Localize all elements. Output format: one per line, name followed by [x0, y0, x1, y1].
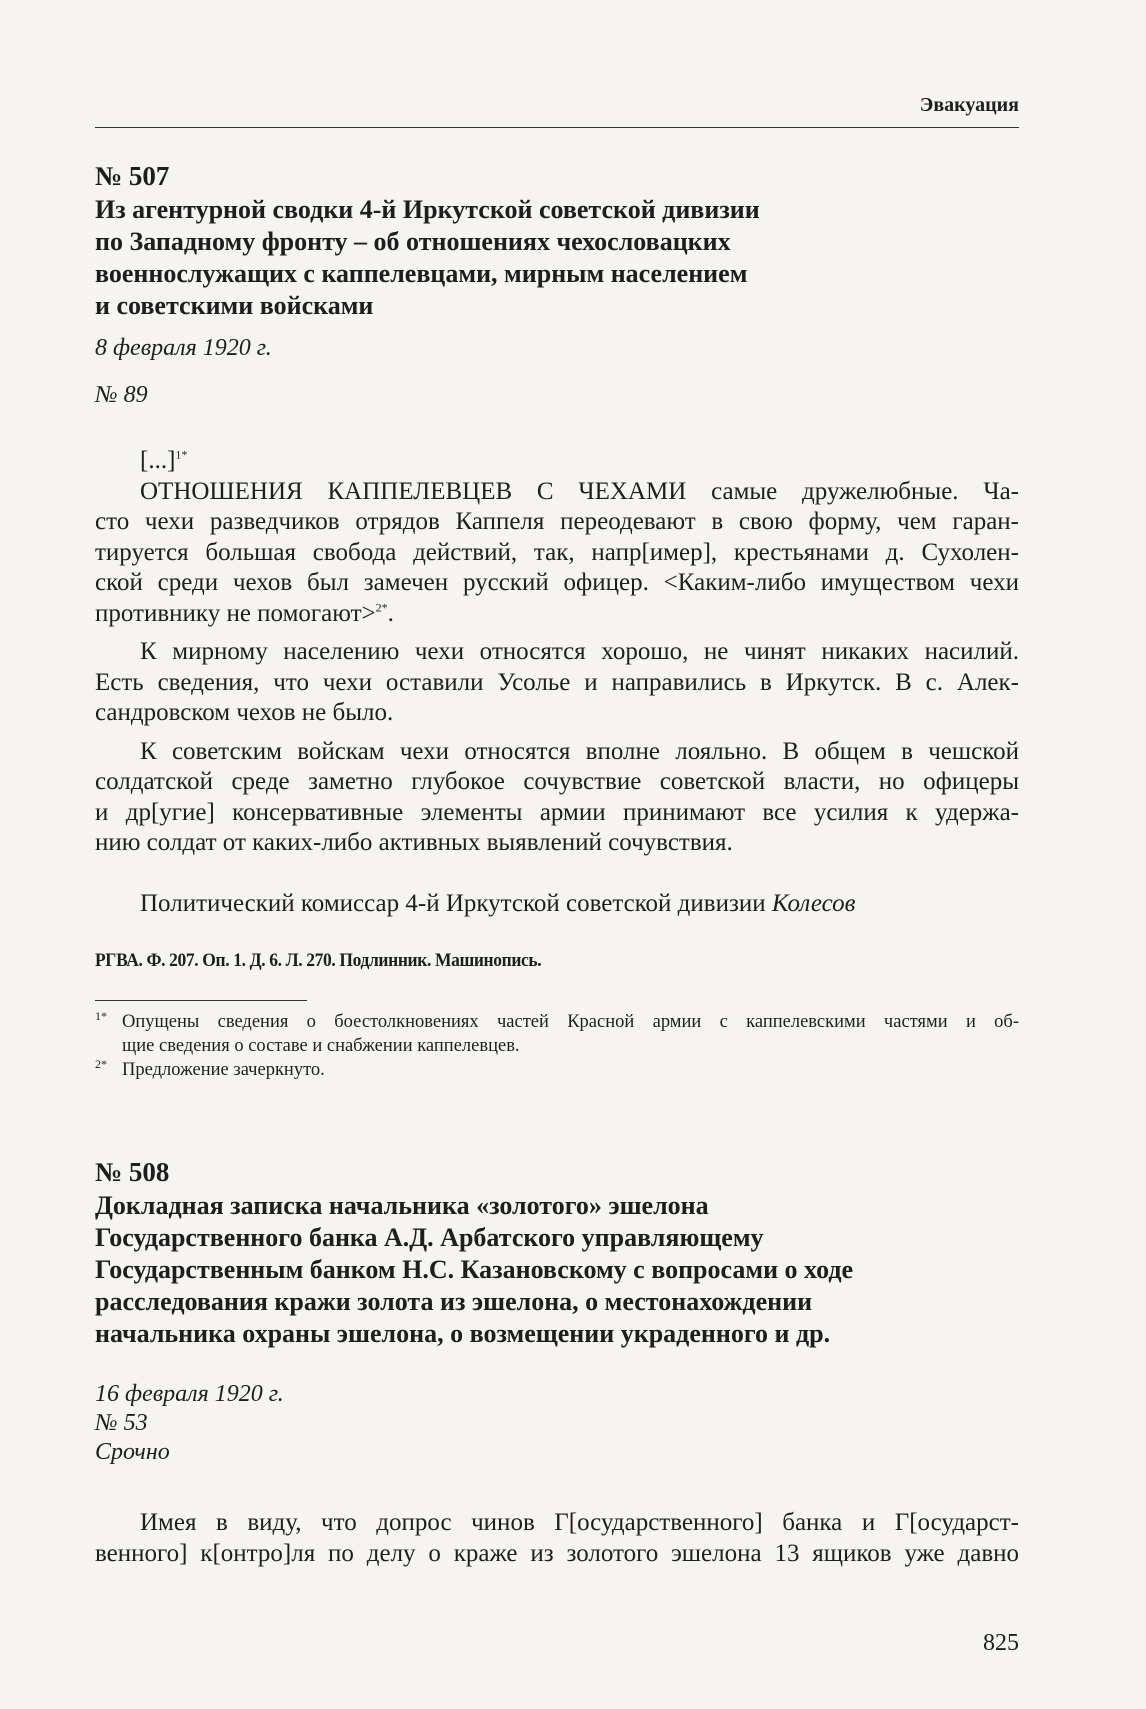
page-number: 825: [983, 1630, 1019, 1656]
doc-508-body: [95, 1508, 1019, 1569]
title-line: Государственным банком Н.С. Казановскому с вопросами о ходе: [95, 1255, 854, 1284]
body-line: сто чехи разведчиков отрядов Каппеля переодевают в свою форму, чем гаран-: [95, 508, 1019, 535]
doc-507-date: 8 февраля 1920 г.: [95, 335, 272, 361]
body-line: К советским войскам чехи относятся вполне лояльно. В общем в чешской: [140, 737, 1019, 765]
body-line: сандровском чехов не было.: [95, 699, 394, 726]
signature-name: Колесов: [771, 889, 856, 917]
body-line: ОТНОШЕНИЯ КАППЕЛЕВЦЕВ С ЧЕХАМИ самые дружелюбные. Ча-: [140, 477, 1019, 505]
doc-508-meta: [95, 1380, 1019, 1467]
title-line: военнослужащих с каппелевцами, мирным населением: [95, 259, 748, 288]
body-line: венного] к[онтро]ля по делу о краже из золотого эшелона 13 ящиков уже давно: [95, 1539, 1019, 1567]
omission-text: [...]: [140, 447, 176, 474]
footnote-text: Предложение зачеркнуто.: [122, 1060, 325, 1080]
doc-507-title: [95, 194, 1019, 322]
title-line: по Западному фронту – об отношениях чехословацких: [95, 227, 731, 256]
body-line: солдатской среде заметно глубокое сочувствие советской власти, но офицеры: [95, 768, 1019, 795]
punctuation: .: [387, 599, 394, 627]
archive-source: РГВА. Ф. 207. Оп. 1. Д. 6. Л. 270. Подлинник. Машинопись.: [95, 950, 542, 971]
footnote-text: Опущены сведения о боестолкновениях частей Красной армии с каппелевскими частями и об-: [122, 1012, 1019, 1032]
footnote-ref: 1*: [175, 447, 188, 462]
title-line: Докладная записка начальника «золотого» эшелона: [95, 1191, 709, 1220]
paragraph-2: [95, 637, 1019, 729]
body-line: К мирному населению чехи относятся хорошо, не чинят никаких насилий.: [140, 638, 1019, 665]
footnote-line: $^{1*}$ Опущены сведения о боестолкновениях частей Красной армии с каппелевскими частями и об-: [95, 1008, 1019, 1032]
signature-role: Политический комиссар 4-й Иркутской советской дивизии: [140, 889, 766, 917]
header-rule: [95, 127, 1019, 128]
signature: [95, 889, 1019, 920]
body-line: и др[угие] консервативные элементы армии принимают все усилия к удержа-: [95, 798, 1019, 826]
title-line: Из агентурной сводки 4-й Иркутской советской дивизии: [95, 195, 760, 224]
body-line: [95, 599, 1019, 630]
paragraph-3: [95, 737, 1019, 859]
running-head: Эвакуация: [919, 94, 1019, 116]
doc-507-number: № 507: [95, 161, 170, 191]
body-line: ской среди чехов был замечен русский офицер. <Каким-либо имуществом чехи: [95, 569, 1019, 596]
footnote-rule: [95, 1000, 307, 1001]
title-line: начальника охраны эшелона, о возмещении украденного и др.: [95, 1319, 831, 1348]
body-line: Имея в виду, что допрос чинов Г[осударственного] банка и Г[осударст-: [140, 1509, 1019, 1536]
body-line-text: противнику не помогают>: [95, 599, 376, 627]
footnote-line: $^{2*}$ Предложение зачеркнуто.: [95, 1056, 325, 1080]
doc-508-date: 16 февраля 1920 г.: [95, 1381, 284, 1407]
doc-508-title: [95, 1190, 1019, 1350]
body-line: нию солдат от каких-либо активных выявлений сочувствия.: [95, 829, 733, 856]
title-line: и советскими войсками: [95, 291, 374, 320]
doc-507-docno: № 89: [95, 382, 148, 408]
doc-508-number: № 508: [95, 1157, 170, 1187]
footnote-line: щие сведения о составе и снабжении каппелевцев.: [122, 1036, 520, 1056]
omission-mark: [95, 446, 1019, 477]
doc-508-docno: № 53: [95, 1410, 148, 1436]
body-line: тируется большая свобода действий, так, напр[имер], крестьянами д. Сухолен-: [95, 538, 1019, 566]
doc-507-body: [95, 446, 1019, 919]
footnote-ref: 2*: [375, 600, 388, 615]
title-line: расследования кражи золота из эшелона, о местонахождении: [95, 1287, 813, 1316]
body-line: Есть сведения, что чехи оставили Усолье и направились в Иркутск. В с. Алек-: [95, 668, 1019, 696]
doc-508-urgency: Срочно: [95, 1439, 170, 1465]
footnotes: [95, 1010, 1019, 1082]
doc-507-meta: [95, 334, 1019, 410]
title-line: Государственного банка А.Д. Арбатского управляющему: [95, 1223, 764, 1252]
paragraph-1: [95, 477, 1019, 630]
